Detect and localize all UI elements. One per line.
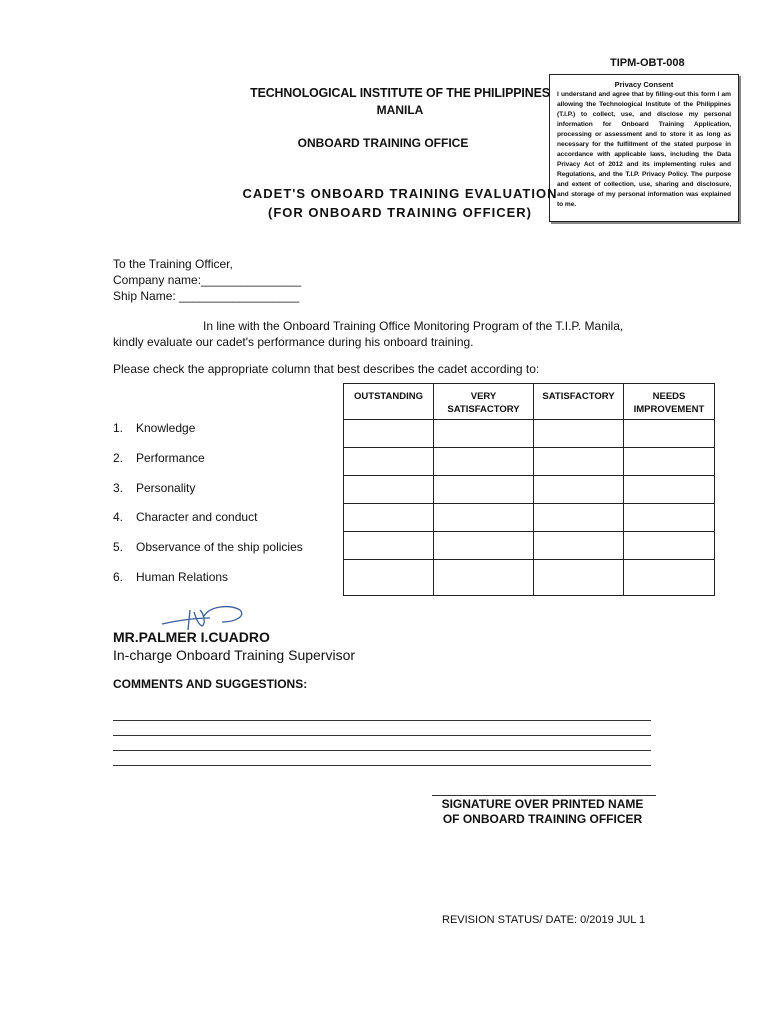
rating-cell-needs-improvement[interactable] bbox=[624, 560, 715, 596]
criteria-number: 3. bbox=[113, 481, 124, 495]
criteria-label: Human Relations bbox=[136, 570, 229, 584]
rating-cell-needs-improvement[interactable] bbox=[624, 532, 715, 560]
rating-cell-satisfactory[interactable] bbox=[534, 560, 624, 596]
office-name: ONBOARD TRAINING OFFICE bbox=[297, 136, 469, 150]
criteria-item bbox=[113, 540, 303, 554]
rating-cell-very-satisfactory[interactable] bbox=[434, 476, 534, 504]
rating-table bbox=[343, 383, 715, 596]
rating-cell-satisfactory[interactable] bbox=[534, 532, 624, 560]
rating-cell-outstanding[interactable] bbox=[344, 448, 434, 476]
rating-row bbox=[344, 476, 715, 504]
instruction-text: Please check the appropriate column that best describes the cadet according to: bbox=[113, 362, 540, 376]
rating-cell-very-satisfactory[interactable] bbox=[434, 420, 534, 448]
rating-cell-needs-improvement[interactable] bbox=[624, 476, 715, 504]
criteria-number: 5. bbox=[113, 540, 124, 554]
criteria-number: 6. bbox=[113, 570, 124, 584]
column-header-very-satisfactory: VERY SATISFACTORY bbox=[434, 384, 534, 420]
criteria-item bbox=[113, 570, 228, 584]
rating-cell-outstanding[interactable] bbox=[344, 476, 434, 504]
rating-cell-very-satisfactory[interactable] bbox=[434, 560, 534, 596]
rating-row bbox=[344, 504, 715, 532]
rating-cell-needs-improvement[interactable] bbox=[624, 504, 715, 532]
rating-cell-satisfactory[interactable] bbox=[534, 420, 624, 448]
criteria-item bbox=[113, 451, 205, 465]
rating-cell-outstanding[interactable] bbox=[344, 504, 434, 532]
signature-label-line-2: OF ONBOARD TRAINING OFFICER bbox=[442, 812, 643, 826]
signature-line[interactable] bbox=[432, 795, 656, 796]
rating-cell-needs-improvement[interactable] bbox=[624, 448, 715, 476]
rating-cell-outstanding[interactable] bbox=[344, 532, 434, 560]
criteria-label: Performance bbox=[136, 451, 205, 465]
criteria-item bbox=[113, 421, 195, 435]
rating-cell-outstanding[interactable] bbox=[344, 420, 434, 448]
rating-cell-needs-improvement[interactable] bbox=[624, 420, 715, 448]
rating-cell-very-satisfactory[interactable] bbox=[434, 532, 534, 560]
form-subtitle: (FOR ONBOARD TRAINING OFFICER) bbox=[268, 205, 532, 220]
ship-name-field: Ship Name: __________________ bbox=[113, 289, 300, 303]
criteria-label: Observance of the ship policies bbox=[136, 540, 303, 554]
letter-body-line-1: In line with the Onboard Training Office Monitoring Program of the T.I.P. Manila, bbox=[203, 319, 624, 333]
rating-cell-satisfactory[interactable] bbox=[534, 504, 624, 532]
revision-status: REVISION STATUS/ DATE: 0/2019 JUL 1 bbox=[442, 914, 646, 926]
comments-label: COMMENTS AND SUGGESTIONS: bbox=[113, 677, 308, 691]
criteria-label: Knowledge bbox=[136, 421, 196, 435]
criteria-number: 4. bbox=[113, 510, 124, 524]
rating-row bbox=[344, 448, 715, 476]
comment-line[interactable] bbox=[113, 750, 651, 751]
comment-line[interactable] bbox=[113, 765, 651, 766]
criteria-item bbox=[113, 481, 195, 495]
institution-name: TECHNOLOGICAL INSTITUTE OF THE PHILIPPINES bbox=[250, 85, 550, 100]
rating-cell-outstanding[interactable] bbox=[344, 560, 434, 596]
form-title: CADET'S ONBOARD TRAINING EVALUATION bbox=[242, 186, 558, 201]
privacy-consent-text: I understand and agree that by filling-out this form I am allowing the Technological Institute of the Philippines (T.I.P.) to collect, use, and disclose my personal information for Onboard Training Application, processing or assessment and to store it as long as necessary for the fulfillment of the stated purpose in accordance with applicable laws, including the Data Privacy Act of 2012 and its implementing rules and Regulations, and the T.I.P. Privacy Policy. The purpose and extent of collection, use, sharing and disclosure, and storage of my personal information was explained to me. bbox=[557, 91, 731, 208]
criteria-label: Character and conduct bbox=[136, 510, 258, 524]
rating-row bbox=[344, 532, 715, 560]
salutation: To the Training Officer, bbox=[113, 257, 233, 271]
criteria-item bbox=[113, 510, 257, 524]
rating-cell-very-satisfactory[interactable] bbox=[434, 504, 534, 532]
comment-line[interactable] bbox=[113, 735, 651, 736]
comments-label-text: COMMENTS AND SUGGESTIONS bbox=[113, 677, 304, 691]
rating-row bbox=[344, 420, 715, 448]
privacy-consent-title: Privacy Consent bbox=[614, 80, 674, 89]
criteria-number: 2. bbox=[113, 451, 124, 465]
campus-name: MANILA bbox=[376, 103, 424, 117]
form-code: TIPM-OBT-008 bbox=[610, 57, 685, 69]
criteria-label: Personality bbox=[136, 481, 196, 495]
company-name-field: Company name:_______________ bbox=[113, 273, 302, 287]
comment-line[interactable] bbox=[113, 720, 651, 721]
column-header-needs-improvement: NEEDS IMPROVEMENT bbox=[624, 384, 715, 420]
rating-row bbox=[344, 560, 715, 596]
rating-cell-very-satisfactory[interactable] bbox=[434, 448, 534, 476]
rating-cell-satisfactory[interactable] bbox=[534, 448, 624, 476]
signature-label-line-1: SIGNATURE OVER PRINTED NAME bbox=[441, 797, 644, 811]
supervisor-name: MR.PALMER I.CUADRO bbox=[113, 629, 270, 645]
column-header-outstanding: OUTSTANDING bbox=[344, 384, 434, 420]
criteria-number: 1. bbox=[113, 421, 124, 435]
rating-cell-satisfactory[interactable] bbox=[534, 476, 624, 504]
supervisor-role: In-charge Onboard Training Supervisor bbox=[113, 647, 356, 663]
column-header-satisfactory: SATISFACTORY bbox=[534, 384, 624, 420]
letter-body-line-2: kindly evaluate our cadet's performance during his onboard training. bbox=[113, 335, 474, 349]
